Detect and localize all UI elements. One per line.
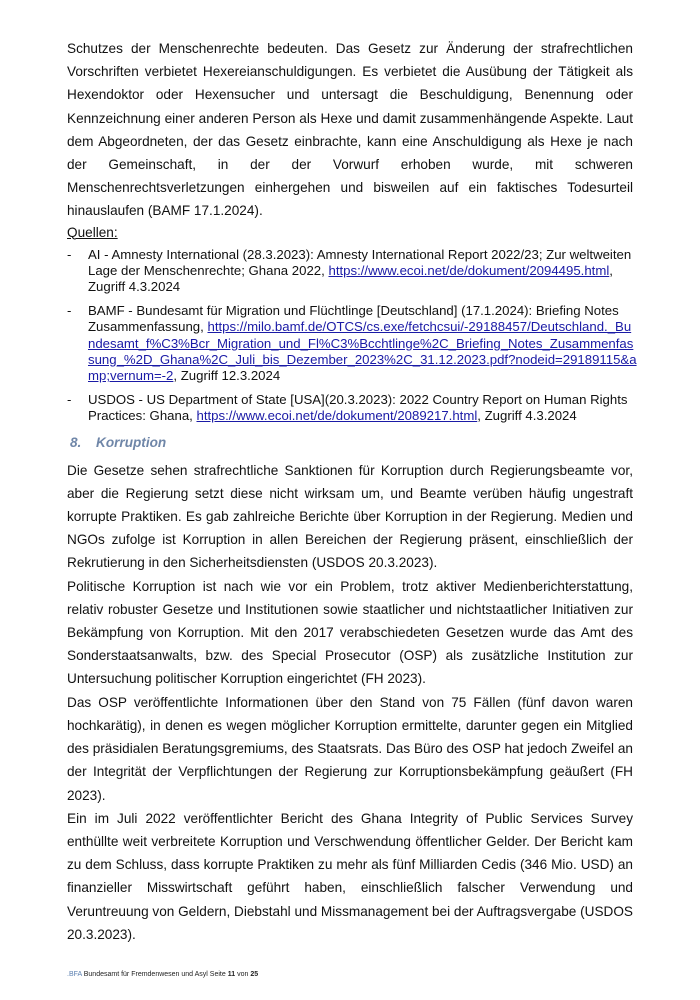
- section-heading: [70, 433, 633, 453]
- source-text: BAMF - Bundesamt für Migration und Flüchtlinge [Deutschland] (17.1.2024): Briefing Notes Zusammenfassung,: [88, 303, 619, 335]
- source-text: USDOS - US Department of State [USA](20.3.2023): 2022 Country Report on Human Rights Practices: Ghana,: [88, 392, 628, 424]
- paragraph: Ein im Juli 2022 veröffentlichter Bericht des Ghana Integrity of Public Services Survey enthüllte weit verbreitete Korruption und Verschwendung öffentlicher Gelder. Der Bericht kam zu dem Schluss, dass korrupte Praktiken zu mehr als fünf Milliarden Cedis (346 Mio. USD) an finanzieller Misswirtschaft geführt haben, einschließlich falscher Verwendung und Veruntreuung von Geldern, Diebstahl und Missmanagement bei der Auftragsvergabe (USDOS 20.3.2023).: [67, 810, 633, 942]
- source-item: [67, 303, 637, 384]
- sources-title: Quellen:: [67, 224, 118, 240]
- footer-of: von: [235, 970, 251, 978]
- page-number: 11: [227, 970, 236, 978]
- paragraph: Das OSP veröffentlichte Informationen über den Stand von 75 Fällen (fünf davon waren hochkarätig), in denen es wegen möglicher Korruption ermittelte, darunter gegen ein Mitglied des präsidialen Beratungsgremiums, des Staatsrats. Das Büro des OSP hat jedoch Zweifel an der Integrität der Verpflichtungen der Regierung zur Korruptionsbekämpfung geäußert (FH 2023).: [67, 694, 633, 803]
- page-total: 25: [250, 970, 259, 978]
- section-title: Korruption: [96, 434, 167, 450]
- paragraph: Die Gesetze sehen strafrechtliche Sanktionen für Korruption durch Regierungsbeamte vor, aber die Regierung setzt diese nicht wirksam um, und Beamte verüben häufig ungestraft korrupte Praktiken. Es gab zahlreiche Berichte über Korruption in der Regierung. Medien und NGOs zufolge ist Korruption in allen Bereichen der Regierung präsent, einschließlich der Rekrutierung in den Sicherheitsdiensten (USDOS 20.3.2023).: [67, 462, 633, 571]
- source-access: , Zugriff 4.3.2024: [88, 262, 613, 295]
- footer-text: Bundesamt für Fremdenwesen und Asyl Seite: [81, 970, 228, 978]
- section-number: 8.: [70, 434, 82, 450]
- bullet-dash: -: [67, 303, 72, 319]
- page-footer: [67, 970, 633, 980]
- paragraph: Politische Korruption ist nach wie vor ein Problem, trotz aktiver Medienberichterstattung, relativ robuster Gesetze und Institutionen sowie staatlicher und nichtstaatlicher Initiativen zur Bekämpfung von Korruption. Mit den 2017 verabschiedeten Gesetzen wurde das Amt des Sonderstaatsanwalts, bzw. des Special Prosecutor (OSP) als zusätzliche Institution zur Untersuchung politischer Korruption eingerichtet (FH 2023).: [67, 578, 633, 687]
- bullet-dash: -: [67, 392, 72, 408]
- source-link[interactable]: https://milo.bamf.de/OTCS/cs.exe/fetchcsui/-29188457/Deutschland._Bundesamt_f%C3%Bcr_Migration_und_Fl%C3%Bcchtlinge%2C_Briefing_Notes_Zusammenfassung_%2D_Ghana%2C_Juli_bis_Dezember_2023%2C_31.12.2023.pdf?nodeid=29189115&amp;vernum=-2: [88, 319, 637, 384]
- source-item: [67, 247, 637, 296]
- source-access: , Zugriff 4.3.2024: [477, 408, 577, 424]
- sources-list: [67, 247, 637, 425]
- source-text: AI - Amnesty International (28.3.2023): Amnesty International Report 2022/23; Zur weltweiten Lage der Menschenrechte; Ghana 2022,: [88, 246, 632, 278]
- source-access: , Zugriff 12.3.2024: [173, 368, 281, 384]
- source-link[interactable]: https://www.ecoi.net/de/dokument/2089217.html: [196, 408, 478, 424]
- source-link[interactable]: https://www.ecoi.net/de/dokument/2094495.html: [328, 262, 610, 278]
- source-item: [67, 392, 637, 424]
- bullet-dash: -: [67, 246, 72, 262]
- intro-paragraph: Schutzes der Menschenrechte bedeuten. Das Gesetz zur Änderung der strafrechtlichen Vorschriften verbietet Hexereianschuldigungen. Es verbietet die Ausübung der Tätigkeit als Hexendoktor oder Hexensucher und untersagt die Beschuldigung, Benennung oder Kennzeichnung einer anderen Person als Hexe und damit zusammenhängende Aspekte. Laut dem Abgeordneten, der das Gesetz einbrachte, kann eine Anschuldigung als Hexe je nach der Gemeinschaft, in der der Vorwurf erhoben wurde, mit schweren Menschenrechtsverletzungen einhergehen und bisweilen auf ein faktisches Todesurteil hinauslaufen (BAMF 17.1.2024).: [67, 41, 633, 219]
- bfa-logo: .BFA: [67, 970, 82, 978]
